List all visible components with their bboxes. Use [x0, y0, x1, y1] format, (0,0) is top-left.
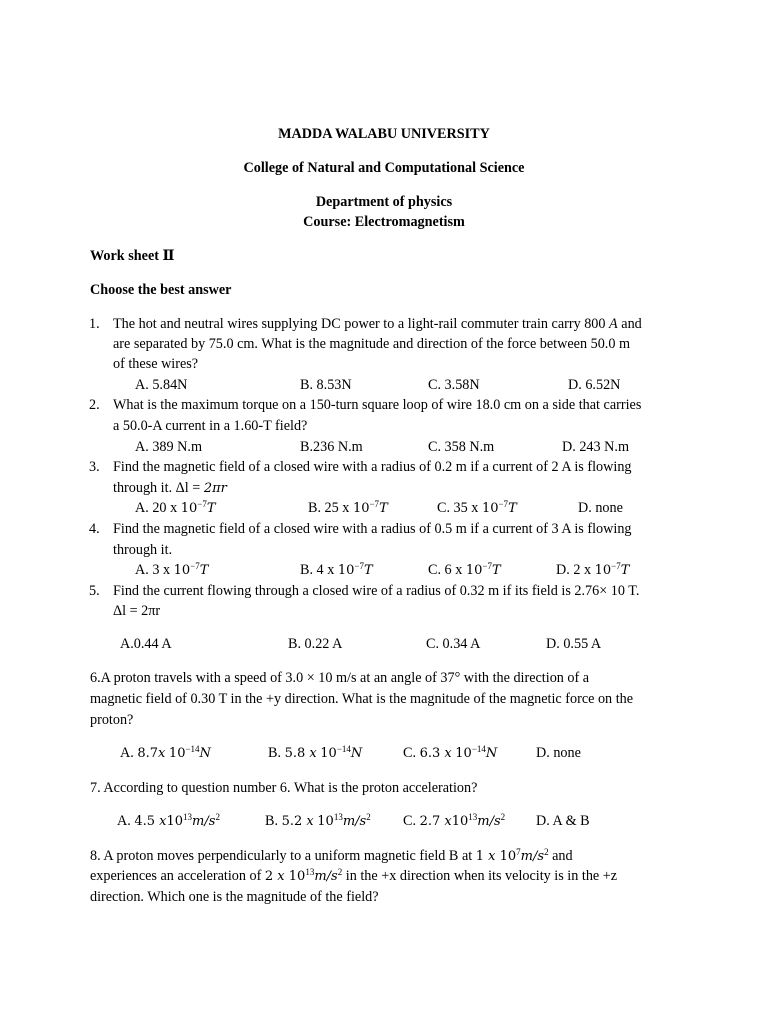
department-name: Department of physics [315, 194, 453, 210]
option-label: A. 3 x [135, 562, 174, 578]
question-text: Find the current flowing through a closed wire of a radius of 0.32 m if its field is 2.76× 10 T. [113, 583, 640, 599]
option-c[interactable] [403, 811, 505, 833]
value: 5.2 [281, 814, 307, 829]
question-text: Find the magnetic field of a closed wire with a radius of 0.2 m if a current of 2 A is flowing [113, 459, 632, 475]
option-b[interactable]: B. 8.53N [300, 377, 352, 393]
power-exponent: 13 [333, 812, 343, 822]
option-c[interactable]: C. 0.34 A [426, 636, 481, 652]
question-number: 4. [89, 521, 100, 537]
option-b[interactable] [300, 560, 373, 582]
question-text: of these wires? [113, 356, 199, 372]
option-label: A. [120, 745, 138, 761]
power-exponent: 13 [468, 812, 478, 822]
question-number: 5. [89, 583, 100, 599]
power-exponent: −7 [190, 561, 200, 571]
option-label: A. [117, 813, 135, 829]
instruction: Choose the best answer [90, 282, 232, 298]
course-name: Course: Electromagnetism [303, 214, 465, 230]
question-text: Δl = 2πr [113, 603, 161, 619]
option-a[interactable] [135, 498, 216, 520]
times-symbol: x [444, 746, 452, 761]
option-c[interactable] [437, 498, 517, 520]
power-exponent: −7 [611, 561, 621, 571]
question-text: 7. According to question number 6. What is the proton acceleration? [90, 780, 478, 796]
option-label: C. [403, 813, 420, 829]
power-exponent: −7 [498, 499, 509, 509]
option-a[interactable]: A.0.44 A [120, 636, 172, 652]
option-label: C. 35 x [437, 500, 482, 516]
option-d[interactable]: D. none [578, 500, 623, 516]
question-text [90, 846, 573, 868]
power-base: 10 [455, 746, 472, 761]
option-c[interactable] [428, 560, 501, 582]
power-base: 10 [320, 746, 337, 761]
power-base: 10 [337, 563, 355, 578]
question-text: 6.A proton travels with a speed of 3.0 × 10 m/s at an angle of 37° with the direction of a [90, 670, 590, 686]
option-label: C. 6 x [428, 562, 466, 578]
power-base: 10 [168, 746, 186, 761]
worksheet-title: Work sheet Ⅱ [90, 248, 175, 264]
unit: T [508, 501, 517, 516]
times-symbol: x [158, 746, 166, 761]
power-exponent: −7 [369, 499, 380, 509]
times-symbol: x [309, 746, 317, 761]
power-exponent: 13 [183, 812, 193, 822]
option-label: B. [268, 745, 285, 761]
unit: m/s [520, 849, 545, 864]
power-base: 10 [284, 869, 306, 884]
option-b[interactable]: B. 0.22 A [288, 636, 343, 652]
power-exponent: −7 [482, 561, 492, 571]
power-exponent: −7 [354, 561, 364, 571]
option-a[interactable]: A. 389 N.m [135, 439, 202, 455]
unit: m/s [314, 869, 338, 884]
option-d[interactable]: D. none [536, 745, 581, 761]
unit: m/s [342, 814, 367, 829]
unit: T [379, 501, 388, 516]
unit: A [609, 316, 618, 332]
unit: T [199, 563, 209, 578]
unit-exponent: 2 [337, 867, 343, 877]
unit: m/s [192, 814, 216, 829]
question-text [90, 866, 617, 888]
power-base: 10 [495, 849, 517, 864]
text-part: experiences an acceleration of [90, 868, 265, 884]
option-b[interactable] [268, 743, 362, 765]
text-part: The hot and neutral wires supplying DC power to a light-rail commuter train carry 800 [113, 316, 610, 332]
option-b[interactable] [265, 811, 371, 833]
unit: m/s [477, 814, 501, 829]
power-base: 10 [481, 501, 499, 516]
option-a[interactable] [117, 811, 220, 833]
question-text: What is the maximum torque on a 150-turn square loop of wire 18.0 cm on a side that carries [113, 397, 642, 413]
option-b[interactable] [308, 498, 388, 520]
power-exponent: −14 [336, 744, 351, 754]
option-d[interactable]: D. 0.55 A [546, 636, 602, 652]
times-symbol: x [444, 814, 452, 829]
question-number: 2. [89, 397, 100, 413]
question-number: 1. [89, 316, 100, 332]
power-base: 10 [352, 501, 370, 516]
unit: T [363, 563, 373, 578]
unit-exponent: 2 [215, 812, 220, 822]
value: 5.8 [284, 746, 310, 761]
unit-exponent: 2 [500, 812, 506, 822]
value: 1 [475, 849, 489, 864]
option-c[interactable]: C. 358 N.m [428, 439, 495, 455]
unit: N [485, 746, 498, 761]
unit-exponent: 2 [544, 847, 549, 857]
option-label: A. 20 x [135, 500, 181, 516]
times-symbol: x [306, 814, 314, 829]
unit: T [206, 501, 216, 516]
power-base: 10 [451, 814, 469, 829]
power-exponent: 13 [305, 867, 315, 877]
question-number: 3. [89, 459, 100, 475]
option-d[interactable] [556, 560, 629, 582]
option-b[interactable]: B.236 N.m [300, 439, 363, 455]
power-base: 10 [166, 814, 184, 829]
text-part: 8. A proton moves perpendicularly to a uniform magnetic field B at [90, 848, 476, 864]
question-text: magnetic field of 0.30 T in the +y direction. What is the magnitude of the magnetic force on the [90, 691, 634, 707]
text-part: in the +x direction when its velocity is in the +z [342, 868, 618, 884]
option-d[interactable]: D. A & B [536, 813, 590, 829]
option-label: D. 2 x [556, 562, 595, 578]
value: 4.5 [134, 814, 160, 829]
unit-exponent: 2 [366, 812, 371, 822]
question-text: direction. Which one is the magnitude of the field? [90, 889, 379, 905]
power-base: 10 [594, 563, 612, 578]
power-base: 10 [173, 563, 191, 578]
question-text [113, 314, 642, 335]
college-name: College of Natural and Computational Science [243, 160, 525, 176]
option-d[interactable]: D. 243 N.m [562, 439, 629, 455]
text-part: through it. Δl = [113, 480, 204, 496]
option-a[interactable]: A. 5.84N [135, 377, 188, 393]
value: 6.3 [419, 746, 445, 761]
value: 2 [264, 869, 278, 884]
option-a[interactable] [120, 743, 211, 765]
option-label: B. [265, 813, 282, 829]
question-text: a 50.0-A current in a 1.60-T field? [113, 418, 308, 434]
power-exponent: −14 [185, 744, 200, 754]
option-label: B. 4 x [300, 562, 338, 578]
times-symbol: x [159, 814, 167, 829]
unit: N [350, 746, 363, 761]
times-symbol: x [488, 849, 496, 864]
value: 2.7 [419, 814, 445, 829]
question-text: proton? [90, 712, 134, 728]
times-symbol: x [277, 869, 285, 884]
power-base: 10 [317, 814, 334, 829]
text-part: and [617, 316, 642, 332]
formula: 2πr [203, 481, 227, 496]
question-text [113, 478, 227, 500]
option-d[interactable]: D. 6.52N [568, 377, 621, 393]
power-exponent: 7 [516, 847, 521, 857]
option-label: B. 25 x [308, 500, 353, 516]
option-a[interactable] [135, 560, 208, 582]
question-text: through it. [113, 542, 173, 558]
option-c[interactable] [403, 743, 497, 765]
power-exponent: −14 [471, 744, 486, 754]
question-text: are separated by 75.0 cm. What is the magnitude and direction of the force between 50.0 m [113, 336, 631, 352]
unit: T [491, 563, 501, 578]
option-label: C. [403, 745, 420, 761]
university-name: MADDA WALABU UNIVERSITY [278, 126, 490, 142]
power-exponent: −7 [197, 499, 207, 509]
question-text: Find the magnetic field of a closed wire with a radius of 0.5 m if a current of 3 A is flowing [113, 521, 632, 537]
text-part: and [548, 848, 573, 864]
unit: T [620, 563, 630, 578]
option-c[interactable]: C. 3.58N [428, 377, 480, 393]
power-base: 10 [465, 563, 483, 578]
value: 8.7 [137, 746, 159, 761]
unit: N [199, 746, 211, 761]
power-base: 10 [180, 501, 198, 516]
